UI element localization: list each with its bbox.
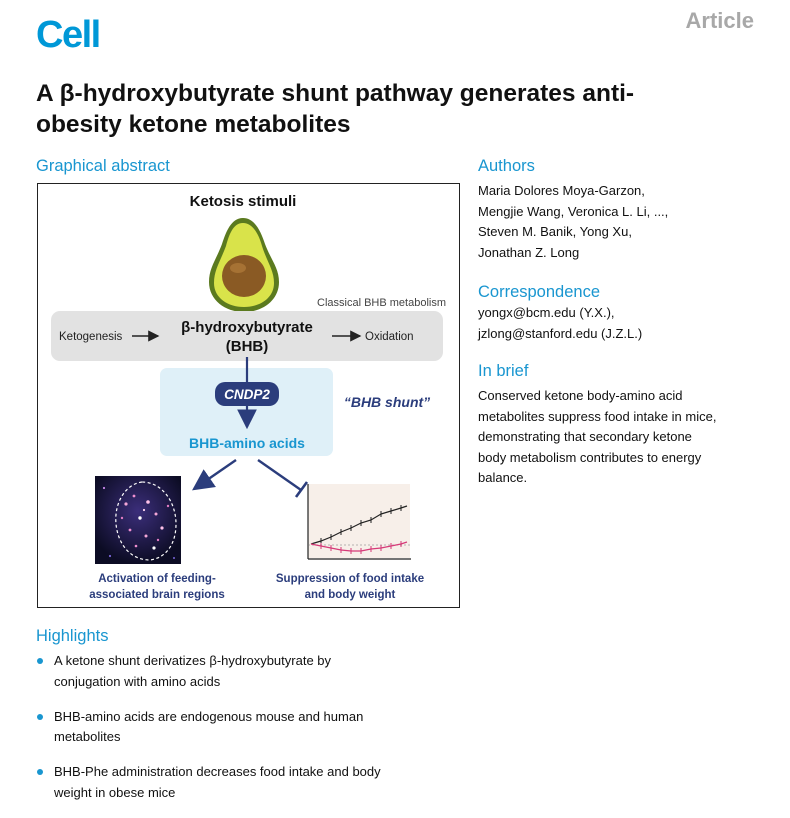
ketosis-stimuli-label: Ketosis stimuli	[189, 193, 297, 210]
email-link[interactable]: jzlong@stanford.edu (J.Z.L.)	[478, 325, 643, 341]
right-caption-line-1: Suppression of food intake	[275, 573, 425, 585]
highlight-text: A ketone shunt derivatizes β-hydroxybutyrate by	[54, 653, 332, 668]
cndp2-label: CNDP2	[224, 387, 270, 402]
highlight-text: BHB-amino acids are endogenous mouse and human	[54, 708, 364, 724]
graphical-abstract-figure	[37, 183, 460, 608]
bhb-shunt-label: “BHB shunt”	[343, 394, 431, 410]
bhb-abbrev-label: (BHB)	[225, 338, 269, 355]
bhb-label: β-hydroxybutyrate	[181, 319, 313, 336]
bullet-icon	[37, 658, 43, 664]
oxidation-label: Oxidation	[365, 331, 414, 343]
inhibition-bar	[296, 482, 307, 497]
author-line: Steven M. Banik, Yong Xu,	[478, 224, 632, 239]
author-line: Mengjie Wang, Veronica L. Li, ...,	[478, 203, 669, 219]
title-line-1: A β-hydroxybutyrate shunt pathway generates anti-	[36, 80, 635, 107]
in-brief-text	[478, 386, 763, 489]
authors-list	[478, 181, 768, 263]
in-brief-line: Conserved ketone body-amino acid	[478, 388, 683, 403]
graphical-abstract-heading: Graphical abstract	[36, 157, 170, 175]
in-brief-line: demonstrating that secondary ketone	[478, 429, 692, 444]
correspondence-list	[478, 303, 768, 344]
in-brief-heading: In brief	[478, 362, 529, 380]
left-caption-line-2: associated brain regions	[89, 589, 225, 601]
author-line: Jonathan Z. Long	[478, 244, 580, 260]
article-type-label: Article	[685, 8, 754, 33]
bullet-icon	[37, 769, 43, 775]
body-weight-chart	[308, 484, 411, 559]
highlight-text: BHB-Phe administration decreases food intake and body	[54, 764, 381, 779]
highlight-text: conjugation with amino acids	[54, 673, 221, 689]
journal-logo: Cell	[36, 14, 100, 56]
title-line-2: obesity ketone metabolites	[36, 111, 351, 138]
activation-arrow	[194, 460, 236, 489]
correspondence-heading: Correspondence	[478, 283, 600, 301]
highlight-text: weight in obese mice	[54, 784, 176, 800]
in-brief-line: body metabolism contributes to energy	[478, 449, 702, 465]
highlights-heading: Highlights	[36, 627, 109, 645]
highlight-item	[36, 651, 476, 692]
right-caption-line-2: and body weight	[304, 589, 396, 601]
ketogenesis-label: Ketogenesis	[59, 331, 123, 343]
email-link[interactable]: yongx@bcm.edu (Y.X.),	[478, 305, 615, 320]
in-brief-line: balance.	[478, 470, 528, 485]
author-line: Maria Dolores Moya-Garzon,	[478, 183, 645, 198]
authors-heading: Authors	[478, 157, 535, 175]
classical-metabolism-label: Classical BHB metabolism	[317, 297, 446, 309]
highlights-list	[36, 651, 476, 818]
article-title	[36, 78, 756, 140]
graphical-abstract-svg	[38, 184, 461, 609]
inhibition-line	[258, 460, 301, 490]
bhb-amino-acids-label: BHB-amino acids	[189, 435, 305, 451]
brain-section-image	[95, 476, 181, 564]
highlight-item	[36, 707, 476, 748]
avocado-icon	[209, 218, 279, 312]
highlight-item	[36, 762, 476, 803]
highlight-text: metabolites	[54, 729, 121, 744]
bullet-icon	[37, 714, 43, 720]
left-caption-line-1: Activation of feeding-	[98, 573, 216, 585]
in-brief-line: metabolites suppress food intake in mice,	[478, 408, 717, 424]
